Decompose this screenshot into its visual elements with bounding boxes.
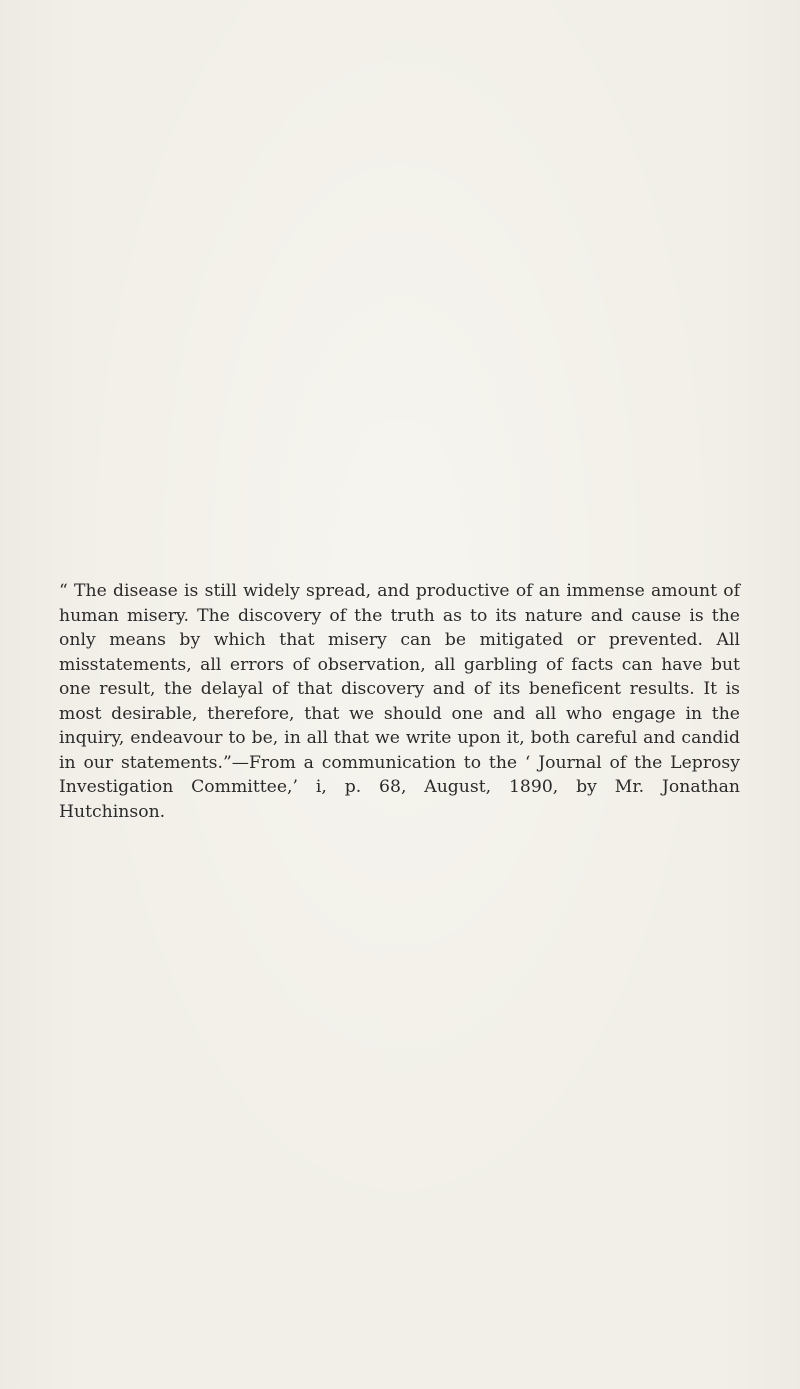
epigraph-quotation: “ The disease is still widely spread, and productive of an immense amount of human misery. The discovery of the truth as to its nature and cause is the only means by which that misery can be mitigated or prevented. All misstatements, all errors of observation, all garbling of facts can have but one result, the delayal of that discovery and of its beneficent results. It is most desirable, therefore, that we should one and all who engage in the inquiry, endeavour to be, in all that we write upon it, both careful and candid in our statements.”—From a communication to the ‘ Journal of the Leprosy Investigation Committee,’ i, p. 68, August, 1890, by Mr. Jonathan Hutchinson. (59, 581, 740, 822)
